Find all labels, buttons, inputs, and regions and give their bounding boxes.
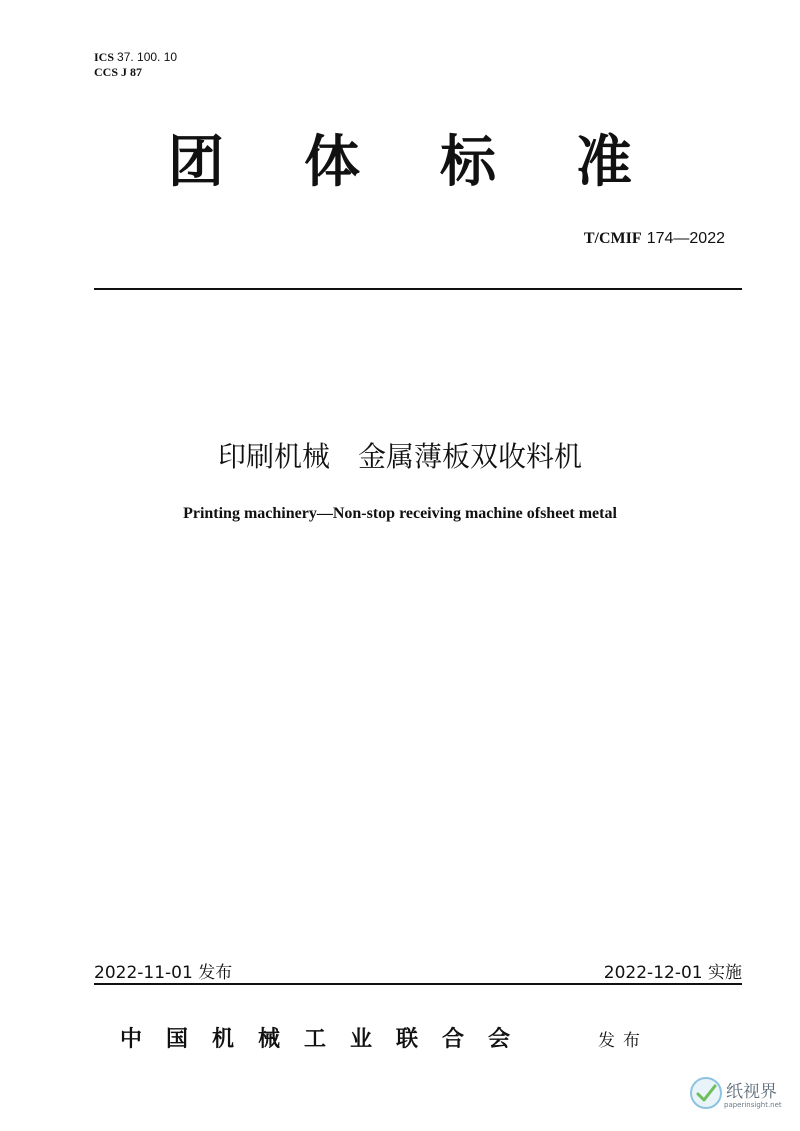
ccs-value: J 87 xyxy=(121,65,143,79)
issue-label: 发布 xyxy=(598,1031,648,1051)
publish-date: 2022-11-01 发布 xyxy=(94,963,233,983)
standard-number xyxy=(584,228,725,248)
title-english: Printing machinery—Non-stop receiving machine ofsheet metal xyxy=(183,505,617,522)
standard-number-value: 174—2022 xyxy=(646,230,725,247)
paperinsight-logo-icon xyxy=(688,1075,724,1111)
standard-number-prefix: T/CMIF xyxy=(583,230,642,247)
ics-value: 37. 100. 10 xyxy=(117,50,178,64)
ics-label: ICS xyxy=(94,50,115,64)
watermark xyxy=(688,1075,788,1119)
ccs-label: CCS xyxy=(94,65,119,79)
title-chinese: 印刷机械 金属薄板双收料机 xyxy=(217,440,582,473)
implement-date: 2022-12-01 实施 xyxy=(603,963,742,983)
issuing-organization: 中国机械工业联合会 xyxy=(120,1026,535,1052)
watermark-text: 纸视界 xyxy=(726,1082,777,1102)
bottom-divider xyxy=(94,983,742,985)
ccs-code xyxy=(94,65,177,80)
ics-code xyxy=(94,50,177,65)
classification-codes xyxy=(94,50,177,80)
watermark-url: paperinsight.net xyxy=(724,1101,782,1109)
top-divider xyxy=(94,288,742,290)
standard-type-title: 团体标准 xyxy=(168,130,712,195)
